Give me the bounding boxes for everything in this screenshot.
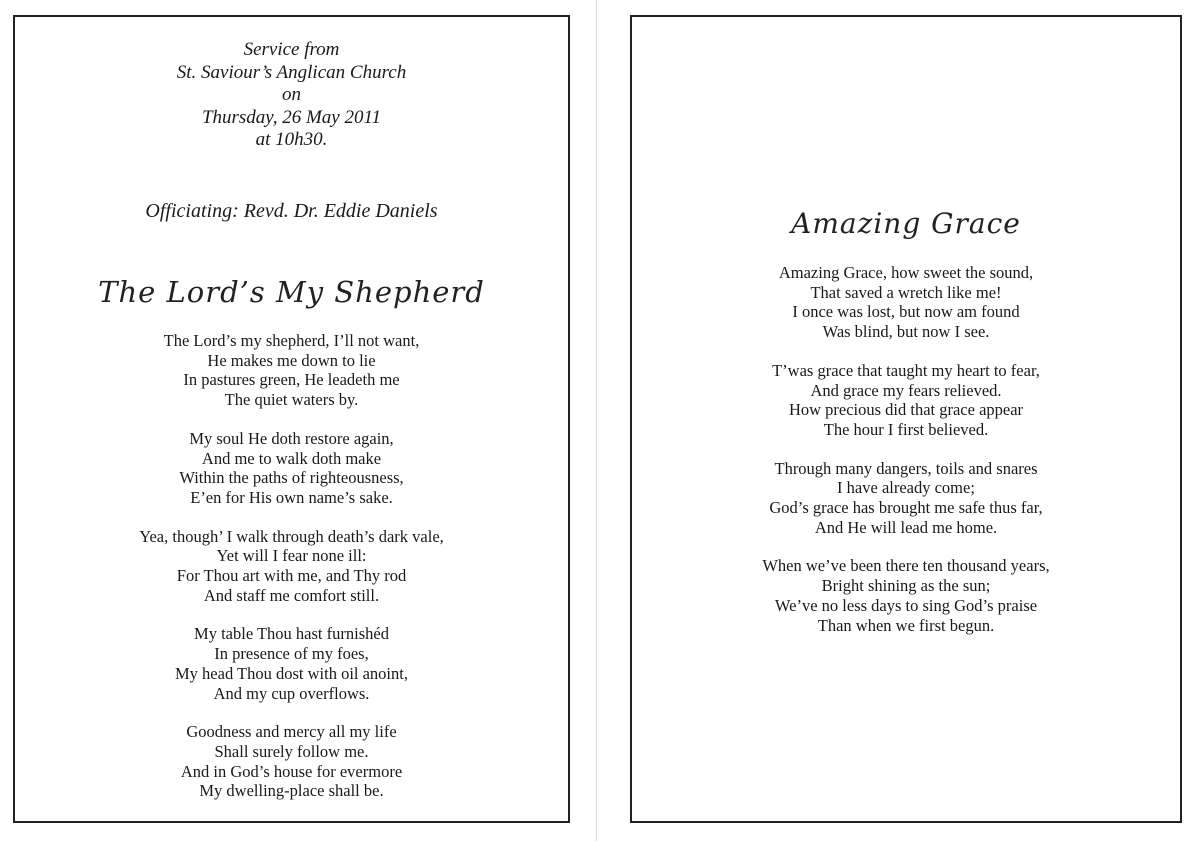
verse-line: In presence of my foes, [214,644,369,664]
verse-line: Through many dangers, toils and snares [774,458,1038,478]
service-time: at 10h30. [255,129,328,150]
hymn-title-amazing-grace: Amazing Grace [791,207,1021,240]
service-header-line: on [282,84,301,105]
verse-line: For Thou art with me, and Thy rod [176,566,407,586]
left-page [13,15,570,823]
verse-line: My table Thou hast furnishéd [194,624,389,644]
hymn-title-lords-shepherd: The Lord’s My Shepherd [98,275,485,309]
verse-line: Was blind, but now I see. [822,322,990,342]
stanza [15,429,568,508]
verse-line: I have already come; [837,478,975,498]
stanza [15,624,568,703]
verse-line: In pastures green, He leadeth me [183,370,400,390]
verse-line: T’was grace that taught my heart to fear, [772,360,1040,380]
verse-line: And grace my fears relieved. [810,380,1002,400]
service-header-line: Service from [243,39,340,60]
verse-line: He makes me down to lie [207,350,376,370]
verse-line: Yet will I fear none ill: [216,546,367,566]
verse-line: And He will lead me home. [814,517,998,537]
stanza [15,722,568,801]
verse-line: Shall surely follow me. [214,741,369,761]
verse-line: We’ve no less days to sing God’s praise [774,595,1038,615]
stanza [632,361,1180,440]
stanza [632,263,1180,342]
verse-line: How precious did that grace appear [788,400,1024,420]
page-fold [596,0,597,841]
verse-line: My soul He doth restore again, [189,428,394,448]
verse-line: And in God’s house for evermore [180,761,403,781]
verse-line: Yea, though’ I walk through death’s dark vale, [139,526,444,546]
verse-line: The Lord’s my shepherd, I’ll not want, [163,331,420,350]
stanza [15,527,568,606]
stanza [632,556,1180,635]
verse-line: When we’ve been there ten thousand years, [762,556,1050,576]
verse-line: E’en for His own name’s sake. [190,487,393,507]
verse-line: And me to walk doth make [201,448,382,468]
officiating-line: Officiating: Revd. Dr. Eddie Daniels [145,200,438,222]
service-date: Thursday, 26 May 2011 [201,106,382,128]
verse-line: Goodness and mercy all my life [186,722,397,742]
verse-line: I once was lost, but now am found [792,302,1020,322]
verse-line: That saved a wretch like me! [810,282,1002,302]
verse-line: Amazing Grace, how sweet the sound, [778,263,1034,282]
verse-line: Within the paths of righteousness, [179,468,404,488]
verse-line: God’s grace has brought me safe thus far, [769,498,1043,518]
church-name: St. Saviour’s Anglican Church [176,61,407,83]
verse-line: The quiet waters by. [224,390,359,410]
verse-line: Than when we first begun. [817,615,995,635]
service-header [15,39,568,152]
hymn-verses-amazing-grace [632,263,1180,654]
verse-line: And my cup overflows. [213,683,370,703]
verse-line: My dwelling-place shall be. [199,781,384,801]
hymn-verses-lords-shepherd [15,331,568,820]
verse-line: The hour I first believed. [823,419,989,439]
verse-line: Bright shining as the sun; [821,576,991,596]
stanza [632,459,1180,538]
verse-line: And staff me comfort still. [203,585,380,605]
verse-line: My head Thou dost with oil anoint, [175,663,408,683]
stanza [15,331,568,410]
right-page [630,15,1182,823]
